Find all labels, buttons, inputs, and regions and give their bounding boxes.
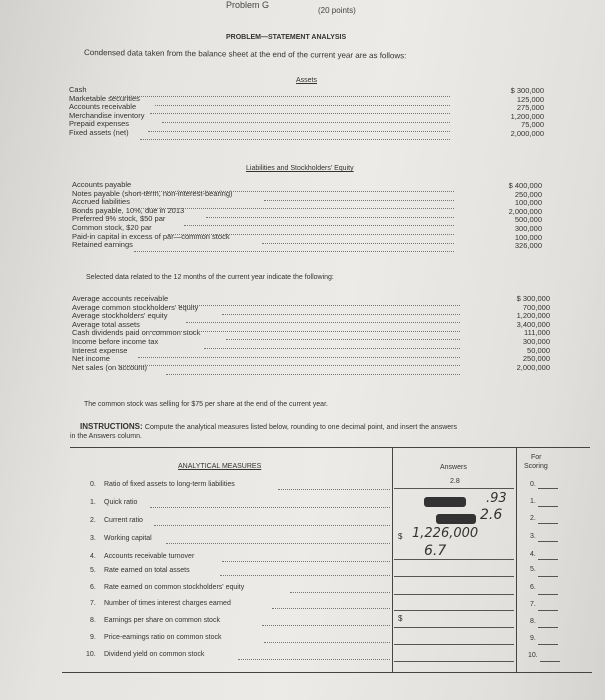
points-label: (20 points) xyxy=(318,6,356,15)
assets-heading: Assets xyxy=(296,77,318,84)
dollar-sign: $ xyxy=(398,532,403,541)
instructions-line-1 xyxy=(80,422,457,431)
selected-value: 300,000 xyxy=(522,336,550,346)
scribble-mark xyxy=(424,494,466,512)
asset-value: $ 300,000 xyxy=(510,86,544,95)
leader-dots xyxy=(150,325,460,332)
selected-label: Average stockholders' equity xyxy=(72,311,168,321)
liability-value: 2,000,000 xyxy=(508,206,542,216)
asset-label: Merchandise inventory xyxy=(69,110,145,120)
leader-dots xyxy=(166,537,390,544)
measure-num: 4. xyxy=(90,553,96,560)
liability-label: Accrued liabilities xyxy=(72,197,130,207)
score-num: 9. xyxy=(530,635,536,642)
measure-label: Dividend yield on common stock xyxy=(104,651,205,658)
selected-value: $ 300,000 xyxy=(516,294,550,303)
answers-col-divider xyxy=(392,447,393,672)
scoring-col-divider xyxy=(516,447,517,672)
liability-value: 300,000 xyxy=(514,223,542,233)
problem-title: PROBLEM—STATEMENT ANALYSIS xyxy=(226,34,347,41)
asset-value: 1,200,000 xyxy=(510,111,544,121)
score-num: 6. xyxy=(530,584,536,591)
score-line[interactable] xyxy=(538,488,558,489)
assets-values xyxy=(486,87,544,139)
intro-text: Condensed data taken from the balance sheet at the end of the current year are as follows: xyxy=(83,48,407,61)
stock-note: The common stock was selling for $75 per share at the end of the current year. xyxy=(84,401,328,408)
score-num: 10. xyxy=(528,652,538,659)
liability-label: Bonds payable, 10%, due in 2013 xyxy=(72,205,185,215)
leader-dots xyxy=(184,219,454,226)
table-top-rule xyxy=(70,447,590,448)
measure-num: 10. xyxy=(86,651,96,658)
measure-num: 1. xyxy=(90,499,96,506)
measure-num: 9. xyxy=(90,634,96,641)
score-line[interactable] xyxy=(538,627,558,628)
leader-dots xyxy=(155,99,450,106)
measure-num: 6. xyxy=(90,584,96,591)
leader-dots xyxy=(118,359,460,366)
measure-num: 3. xyxy=(90,535,96,542)
selected-value: 50,000 xyxy=(527,345,550,355)
selected-label: Income before income tax xyxy=(72,336,159,346)
asset-value: 125,000 xyxy=(516,94,544,104)
selected-label: Average common stockholders' equity xyxy=(72,302,199,312)
answer-value[interactable]: .93 xyxy=(486,491,507,506)
score-line[interactable] xyxy=(538,644,558,645)
asset-label: Marketable securities xyxy=(69,93,140,103)
selected-label: Net income xyxy=(72,354,110,364)
leader-dots xyxy=(264,194,454,201)
answer-line xyxy=(394,627,514,628)
leader-dots xyxy=(278,483,390,490)
selected-value: 1,200,000 xyxy=(516,311,550,321)
liability-label: Paid-in capital in excess of par—common stock xyxy=(72,231,230,241)
col-scoring-header-1: For xyxy=(531,454,542,461)
answer-value[interactable]: 2.8 xyxy=(450,478,460,485)
leader-dots xyxy=(110,90,450,97)
liability-value: 326,000 xyxy=(514,241,542,251)
problem-label: Problem G xyxy=(226,0,270,10)
asset-label: Cash xyxy=(69,85,87,94)
score-line[interactable] xyxy=(538,506,558,507)
measure-num: 5. xyxy=(90,567,96,574)
leader-dots xyxy=(150,501,390,508)
selected-value: 700,000 xyxy=(522,302,550,312)
measure-num: 7. xyxy=(90,600,96,607)
leader-dots xyxy=(154,519,390,526)
leader-dots xyxy=(220,569,390,576)
leader-dots xyxy=(166,368,460,375)
dollar-sign: $ xyxy=(398,614,403,623)
measure-label: Working capital xyxy=(104,535,152,542)
leader-dots xyxy=(222,308,460,315)
liability-value: 100,000 xyxy=(514,232,542,242)
measure-label: Price-earnings ratio on common stock xyxy=(104,634,222,641)
measure-label: Current ratio xyxy=(104,517,143,524)
leader-dots xyxy=(138,202,454,209)
selected-value: 2,000,000 xyxy=(516,362,550,372)
score-line[interactable] xyxy=(538,576,558,577)
selected-value: 3,400,000 xyxy=(516,319,550,329)
leader-dots xyxy=(138,351,460,358)
leader-dots xyxy=(272,602,390,609)
measure-num: 0. xyxy=(90,481,96,488)
measure-label: Rate earned on total assets xyxy=(104,567,190,574)
score-line[interactable] xyxy=(538,610,558,611)
leader-dots xyxy=(262,619,390,626)
leader-dots xyxy=(264,636,390,643)
measure-label: Number of times interest charges earned xyxy=(104,600,231,607)
measure-label: Quick ratio xyxy=(104,499,138,506)
answer-value[interactable]: 2.6 xyxy=(480,507,503,523)
leader-dots xyxy=(186,316,460,323)
measure-label: Earnings per share on common stock xyxy=(104,617,220,624)
leader-dots xyxy=(148,125,450,132)
leader-dots xyxy=(206,211,454,218)
score-num: 7. xyxy=(530,601,536,608)
asset-label: Prepaid expenses xyxy=(69,119,130,129)
score-line[interactable] xyxy=(538,541,558,542)
score-num: 3. xyxy=(530,533,536,540)
leader-dots xyxy=(150,107,450,114)
measure-num: 8. xyxy=(90,617,96,624)
liability-label: Common stock, $20 par xyxy=(72,222,152,232)
score-line[interactable] xyxy=(538,559,558,560)
selected-label: Average total assets xyxy=(72,319,140,329)
leader-dots xyxy=(226,333,460,340)
answer-line xyxy=(394,576,514,577)
asset-label: Fixed assets (net) xyxy=(69,127,129,137)
selected-value: 111,000 xyxy=(524,328,550,338)
answer-value[interactable]: 1,226,000 xyxy=(412,526,479,541)
selected-heading: Selected data related to the 12 months of the current year indicate the following: xyxy=(86,274,334,281)
answer-line xyxy=(394,661,514,662)
score-num: 1. xyxy=(530,498,536,505)
col-answers-header: Answers xyxy=(440,464,467,471)
instructions-line-2: in the Answers column. xyxy=(70,433,142,440)
leader-dots xyxy=(162,116,450,123)
leader-dots xyxy=(146,185,454,192)
liability-label: Preferred 9% stock, $50 par xyxy=(72,214,166,224)
score-num: 0. xyxy=(530,481,536,488)
liabilities-values xyxy=(484,182,542,251)
instructions-text: Compute the analytical measures listed below, rounding to one decimal point, and insert the answers xyxy=(144,424,457,431)
measure-label: Rate earned on common stockholders' equity xyxy=(104,584,245,591)
leader-dots xyxy=(204,342,460,349)
measure-label: Ratio of fixed assets to long-term liabilities xyxy=(104,481,235,488)
liability-label: Notes payable (short-term, non-interest-bearing) xyxy=(72,188,233,198)
score-num: 5. xyxy=(530,566,536,573)
measure-label: Accounts receivable turnover xyxy=(104,553,195,560)
leader-dots xyxy=(222,555,390,562)
leader-dots xyxy=(140,133,450,140)
score-num: 4. xyxy=(530,551,536,558)
selected-values xyxy=(492,295,550,372)
selected-label: Cash dividends paid on common stock xyxy=(72,328,201,338)
answer-line xyxy=(394,488,514,489)
liability-value: 100,000 xyxy=(514,198,542,208)
liabilities-heading: Liabilities and Stockholders' Equity xyxy=(246,165,354,172)
selected-label: Average accounts receivable xyxy=(72,294,169,303)
liability-value: 250,000 xyxy=(514,189,542,199)
answer-line xyxy=(394,610,514,611)
score-line[interactable] xyxy=(538,523,558,524)
leader-dots xyxy=(290,586,390,593)
liability-label: Retained earnings xyxy=(72,240,133,250)
leader-dots xyxy=(238,653,390,660)
score-num: 2. xyxy=(530,515,536,522)
answer-value[interactable]: 6.7 xyxy=(424,543,447,559)
selected-label: Interest expense xyxy=(72,345,128,355)
table-bottom-rule xyxy=(62,672,592,673)
score-line[interactable] xyxy=(540,661,560,662)
selected-label: Net sales (on account) xyxy=(72,362,148,372)
col-scoring-header-2: Scoring xyxy=(524,463,548,470)
measure-num: 2. xyxy=(90,517,96,524)
leader-dots xyxy=(168,228,454,235)
asset-label: Accounts receivable xyxy=(69,102,137,112)
asset-value: 2,000,000 xyxy=(510,128,544,138)
answer-line xyxy=(394,559,514,560)
asset-value: 75,000 xyxy=(521,120,544,130)
asset-value: 275,000 xyxy=(516,103,544,113)
liability-label: Accounts payable xyxy=(72,180,132,189)
leader-dots xyxy=(134,245,454,252)
score-line[interactable] xyxy=(538,594,558,595)
answer-line xyxy=(394,594,514,595)
score-num: 8. xyxy=(530,618,536,625)
leader-dots xyxy=(178,299,460,306)
liability-value: 500,000 xyxy=(514,215,542,225)
instructions-label: INSTRUCTIONS: xyxy=(80,422,143,431)
answer-line xyxy=(394,644,514,645)
selected-value: 250,000 xyxy=(522,354,550,364)
col-measures-header: ANALYTICAL MEASURES xyxy=(178,463,262,470)
liability-value: $ 400,000 xyxy=(508,181,542,190)
leader-dots xyxy=(262,237,454,244)
